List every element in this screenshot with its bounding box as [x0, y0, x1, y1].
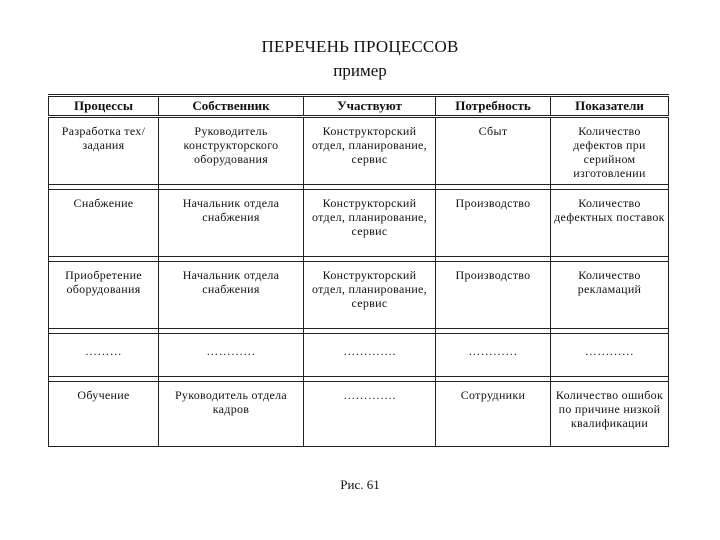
- cell-owner: Начальник отдела снабжения: [159, 190, 304, 257]
- header-participants: Участвуют: [304, 96, 436, 117]
- header-need: Потребность: [436, 96, 551, 117]
- header-owner: Собственник: [159, 96, 304, 117]
- cell-indicator: Количество ошибок по причине низкой квалификации: [551, 382, 669, 447]
- header-processes: Процессы: [49, 96, 159, 117]
- process-table: [48, 94, 668, 458]
- table-header-row: [49, 96, 669, 117]
- cell-indicator: Количество дефектов при серийном изготовлении: [551, 117, 669, 185]
- cell-process: ………: [49, 334, 159, 377]
- cell-owner: Руководитель конструкторского оборудования: [159, 117, 304, 185]
- table-row: [49, 382, 669, 447]
- table-row: [49, 190, 669, 257]
- header-indicators: Показатели: [551, 96, 669, 117]
- cell-process: Приобретение оборудования: [49, 262, 159, 329]
- cell-participants: Конструкторский отдел, планирование, сервис: [304, 262, 436, 329]
- cell-indicator: …………: [551, 334, 669, 377]
- cell-indicator: Количество дефектных поставок: [551, 190, 669, 257]
- cell-participants: Конструкторский отдел, планирование, сервис: [304, 117, 436, 185]
- figure-caption: Рис. 61: [340, 477, 380, 492]
- cell-participants: ………….: [304, 382, 436, 447]
- cell-process: Разработка тех/задания: [49, 117, 159, 185]
- document-subtitle: пример: [333, 61, 387, 80]
- cell-process: Обучение: [49, 382, 159, 447]
- cell-indicator: Количество рекламаций: [551, 262, 669, 329]
- cell-owner: Начальник отдела снабжения: [159, 262, 304, 329]
- cell-owner: Руководитель отдела кадров: [159, 382, 304, 447]
- table-row: [49, 334, 669, 377]
- cell-participants: ………….: [304, 334, 436, 377]
- cell-participants: Конструкторский отдел, планирование, сервис: [304, 190, 436, 257]
- process-table-grid: [48, 94, 669, 447]
- table-row: [49, 117, 669, 185]
- cell-need: Производство: [436, 190, 551, 257]
- document-title: ПЕРЕЧЕНЬ ПРОЦЕССОВ: [261, 37, 459, 56]
- cell-need: …………: [436, 334, 551, 377]
- table-row: [49, 262, 669, 329]
- cell-need: Производство: [436, 262, 551, 329]
- cell-process: Снабжение: [49, 190, 159, 257]
- cell-need: Сбыт: [436, 117, 551, 185]
- cell-owner: …………: [159, 334, 304, 377]
- cell-need: Сотрудники: [436, 382, 551, 447]
